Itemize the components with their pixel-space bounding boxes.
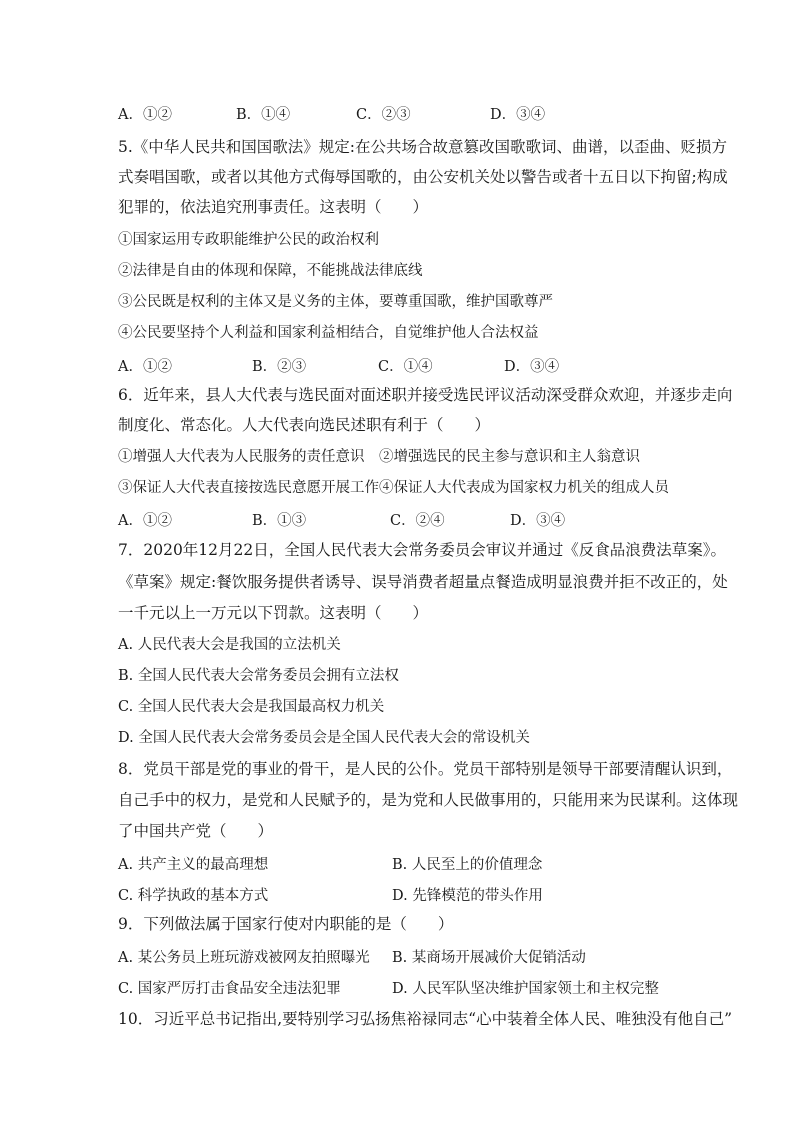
q8-option-d: D. 先锋模范的带头作用: [392, 888, 543, 904]
q6-statement-2: ③保证人大代表直接按选民意愿开展工作④保证人大代表成为国家权力机关的组成人员: [118, 480, 669, 496]
q7-option-a: A. 人民代表大会是我国的立法机关: [118, 637, 341, 653]
q9-option-d: D. 人民军队坚决维护国家领土和主权完整: [392, 981, 659, 997]
q8-stem-line-3: 了中国共产党（ ）: [118, 822, 274, 840]
q7-option-b: B. 全国人民代表大会常务委员会拥有立法权: [118, 668, 399, 684]
q8-option-b: B. 人民至上的价值理念: [392, 857, 543, 873]
q10-stem-line-1: 10．习近平总书记指出,要特别学习弘扬焦裕禄同志“心中装着全体人民、唯独没有他自己”: [118, 1010, 733, 1028]
q9-option-a: A. 某公务员上班玩游戏被网友拍照曝光: [118, 950, 370, 966]
q5-stem-line-2: 式奏唱国歌，或者以其他方式侮辱国歌的，由公安机关处以警告或者十五日以下拘留;构成: [118, 168, 728, 186]
q5-option-b: B．②③: [252, 359, 307, 375]
q6-statement-1: ①增强人大代表为人民服务的责任意识 ②增强选民的民主参与意识和主人翁意识: [118, 449, 640, 465]
q4-option-c: C．②③: [356, 107, 411, 123]
q7-stem-line-2: 《草案》规定:餐饮服务提供者诱导、误导消费者超量点餐造成明显浪费并拒不改正的，处: [118, 573, 728, 591]
q5-option-c: C．①④: [378, 359, 433, 375]
q7-option-c: C. 全国人民代表大会是我国最高权力机关: [118, 699, 385, 715]
q5-statement-4: ④公民要坚持个人利益和国家利益相结合，自觉维护他人合法权益: [118, 325, 539, 341]
q9-stem-line-1: 9．下列做法属于国家行使对内职能的是（ ）: [118, 915, 454, 933]
q6-option-b: B．①③: [252, 513, 307, 529]
q7-option-d: D. 全国人民代表大会常务委员会是全国人民代表大会的常设机关: [118, 730, 530, 746]
q8-option-c: C. 科学执政的基本方式: [118, 888, 269, 904]
q7-stem-line-3: 一千元以上一万元以下罚款。这表明（ ）: [118, 604, 429, 622]
q7-stem-line-1: 7．2020年12月22日，全国人民代表大会常务委员会审议并通过《反食品浪费法草案》。: [118, 541, 727, 559]
q9-option-b: B. 某商场开展减价大促销活动: [392, 950, 586, 966]
q5-statement-2: ②法律是自由的体现和保障，不能挑战法律底线: [118, 263, 423, 279]
q6-option-c: C．②④: [390, 513, 445, 529]
q5-statement-1: ①国家运用专政职能维护公民的政治权利: [118, 232, 379, 248]
q5-stem-line-1: 5.《中华人民共和国国歌法》规定:在公共场合故意篡改国歌歌词、曲谱，以歪曲、贬损方: [118, 138, 728, 156]
q5-stem-line-3: 犯罪的，依法追究刑事责任。这表明（ ）: [118, 198, 429, 216]
q8-option-a: A. 共产主义的最高理想: [118, 857, 269, 873]
q5-option-d: D．③④: [504, 359, 560, 375]
q6-option-d: D．③④: [510, 513, 566, 529]
q4-option-d: D．③④: [490, 107, 546, 123]
q6-option-a: A．①②: [118, 513, 172, 529]
q4-option-b: B．①④: [236, 107, 291, 123]
q5-statement-3: ③公民既是权利的主体又是义务的主体，要尊重国歌，维护国歌尊严: [118, 294, 553, 310]
q8-stem-line-2: 自己手中的权力，是党和人民赋予的，是为党和人民做事用的，只能用来为民谋利。这体现: [118, 791, 739, 809]
q5-option-a: A．①②: [118, 359, 172, 375]
q6-stem-line-1: 6．近年来，县人大代表与选民面对面述职并接受选民评议活动深受群众欢迎，并逐步走向: [118, 386, 733, 404]
q6-stem-line-2: 制度化、常态化。人大代表向选民述职有利于（ ）: [118, 416, 491, 434]
q4-option-a: A．①②: [118, 107, 172, 123]
q8-stem-line-1: 8．党员干部是党的事业的骨干，是人民的公仆。党员干部特别是领导干部要清醒认识到，: [118, 760, 733, 778]
q9-option-c: C. 国家严厉打击食品安全违法犯罪: [118, 981, 341, 997]
